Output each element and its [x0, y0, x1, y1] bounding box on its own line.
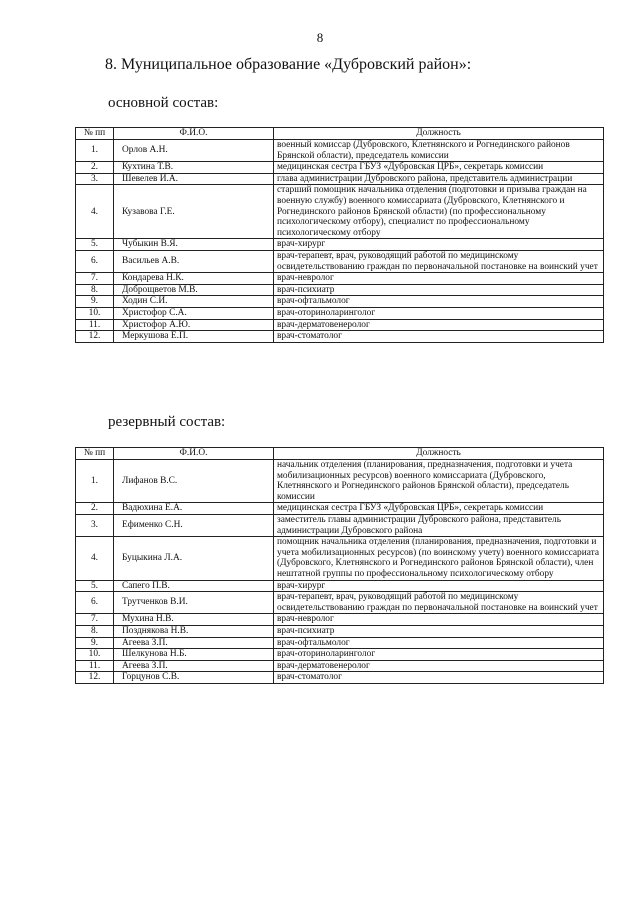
- table-row: [76, 580, 604, 592]
- main-composition-table: [75, 127, 604, 343]
- member-position: военный комиссар (Дубровского, Клетнянского и Рогнединского районов Брянской области), председатель комиссии: [274, 140, 604, 162]
- member-name: Кондарева Н.К.: [114, 273, 274, 285]
- member-name: Буцыкина Л.А.: [114, 537, 274, 580]
- member-name: Ефименко С.Н.: [114, 514, 274, 536]
- table-row: [76, 537, 604, 580]
- row-number: 12.: [76, 672, 114, 684]
- table-header-row: [76, 448, 604, 460]
- member-position: врач-стоматолог: [274, 672, 604, 684]
- member-name: Трутченков В.И.: [114, 592, 274, 614]
- row-number: 5.: [76, 239, 114, 251]
- member-name: Мухина Н.В.: [114, 614, 274, 626]
- row-number: 2.: [76, 503, 114, 515]
- row-number: 11.: [76, 660, 114, 672]
- member-name: Сапего П.В.: [114, 580, 274, 592]
- table-row: [76, 284, 604, 296]
- member-name: Кухтина Т.В.: [114, 162, 274, 174]
- table-row: [76, 614, 604, 626]
- table-row: [76, 649, 604, 661]
- header-position: Должность: [274, 448, 604, 460]
- table-row: [76, 625, 604, 637]
- header-number: № пп: [76, 128, 114, 140]
- member-name: Доброщветов М.В.: [114, 284, 274, 296]
- member-position: начальник отделения (планирования, предназначения, подготовки и учета мобилизационных ресурсов) военного комиссариата (Дубровского, Клетнянского и Рогнединского районов Брянской области), председатель комиссии: [274, 460, 604, 503]
- member-name: Вадюхина Е.А.: [114, 503, 274, 515]
- member-name: Шелкунова Н.Б.: [114, 649, 274, 661]
- member-position: врач-офтальмолог: [274, 296, 604, 308]
- row-number: 7.: [76, 614, 114, 626]
- table-row: [76, 637, 604, 649]
- table-row: [76, 239, 604, 251]
- row-number: 9.: [76, 296, 114, 308]
- table-row: [76, 185, 604, 239]
- row-number: 9.: [76, 637, 114, 649]
- main-composition-title: основной состав:: [108, 95, 219, 111]
- member-position: врач-офтальмолог: [274, 637, 604, 649]
- member-position: врач-хирург: [274, 580, 604, 592]
- member-position: врач-терапевт, врач, руководящий работой по медицинскому освидетельствованию граждан по первоначальной постановке на воинский учет: [274, 250, 604, 272]
- member-name: Кузавова Г.Е.: [114, 185, 274, 239]
- row-number: 8.: [76, 625, 114, 637]
- table-row: [76, 250, 604, 272]
- reserve-composition-title: резервный состав:: [108, 414, 226, 430]
- member-name: Васильев А.В.: [114, 250, 274, 272]
- member-position: врач-хирург: [274, 239, 604, 251]
- member-position: врач-оториноларинголог: [274, 649, 604, 661]
- table-row: [76, 162, 604, 174]
- member-name: Ходин С.И.: [114, 296, 274, 308]
- member-name: Меркушова Е.П.: [114, 331, 274, 343]
- member-position: глава администрации Дубровского района, представитель администрации: [274, 173, 604, 185]
- member-name: Агеева З.П.: [114, 660, 274, 672]
- table-row: [76, 173, 604, 185]
- table-row: [76, 592, 604, 614]
- table-row: [76, 503, 604, 515]
- member-position: старший помощник начальника отделения (подготовки и призыва граждан на военную службу) военного комиссариата (Дубровского, Клетнянского и Рогнединского районов Брянской области) (по профессиональному психологическому отбору), специалист по профессиональному психологическому отбору: [274, 185, 604, 239]
- member-position: заместитель главы администрации Дубровского района, представитель администрации Дубровского района: [274, 514, 604, 536]
- header-name: Ф.И.О.: [114, 448, 274, 460]
- member-position: врач-психиатр: [274, 625, 604, 637]
- member-position: врач-стоматолог: [274, 331, 604, 343]
- member-name: Лифанов В.С.: [114, 460, 274, 503]
- member-position: медицинская сестра ГБУЗ «Дубровская ЦРБ», секретарь комиссии: [274, 162, 604, 174]
- table-row: [76, 331, 604, 343]
- row-number: 10.: [76, 307, 114, 319]
- member-name: Христофор С.А.: [114, 307, 274, 319]
- row-number: 1.: [76, 460, 114, 503]
- section-title: 8. Муниципальное образование «Дубровский район»:: [105, 56, 472, 73]
- row-number: 4.: [76, 185, 114, 239]
- row-number: 6.: [76, 250, 114, 272]
- table-row: [76, 460, 604, 503]
- row-number: 8.: [76, 284, 114, 296]
- member-name: Шевелев И.А.: [114, 173, 274, 185]
- table-row: [76, 514, 604, 536]
- member-position: врач-дерматовенеролог: [274, 660, 604, 672]
- header-name: Ф.И.О.: [114, 128, 274, 140]
- table-row: [76, 672, 604, 684]
- member-name: Агеева З.П.: [114, 637, 274, 649]
- row-number: 3.: [76, 514, 114, 536]
- member-name: Орлов А.Н.: [114, 140, 274, 162]
- table-row: [76, 319, 604, 331]
- header-position: Должность: [274, 128, 604, 140]
- table-row: [76, 660, 604, 672]
- row-number: 4.: [76, 537, 114, 580]
- member-position: врач-невролог: [274, 614, 604, 626]
- main-table-body: [76, 140, 604, 343]
- table-header-row: [76, 128, 604, 140]
- row-number: 11.: [76, 319, 114, 331]
- member-name: Христофор А.Ю.: [114, 319, 274, 331]
- row-number: 12.: [76, 331, 114, 343]
- member-position: врач-дерматовенеролог: [274, 319, 604, 331]
- header-number: № пп: [76, 448, 114, 460]
- row-number: 1.: [76, 140, 114, 162]
- row-number: 7.: [76, 273, 114, 285]
- member-position: медицинская сестра ГБУЗ «Дубровская ЦРБ», секретарь комиссии: [274, 503, 604, 515]
- row-number: 10.: [76, 649, 114, 661]
- member-position: врач-невролог: [274, 273, 604, 285]
- reserve-table-body: [76, 460, 604, 684]
- member-name: Горцунов С.В.: [114, 672, 274, 684]
- table-row: [76, 140, 604, 162]
- page-number: 8: [316, 30, 324, 45]
- table-row: [76, 296, 604, 308]
- member-position: помощник начальника отделения (планирования, предназначения, подготовки и учета мобилизационных ресурсов) (по воинскому учету) военного комиссариата (Дубровского, Клетнянского и Рогнединского районов Брянской области), член нештатной группы по профессиональному психологическому отбору: [274, 537, 604, 580]
- row-number: 2.: [76, 162, 114, 174]
- row-number: 6.: [76, 592, 114, 614]
- member-position: врач-оториноларинголог: [274, 307, 604, 319]
- row-number: 3.: [76, 173, 114, 185]
- table-row: [76, 307, 604, 319]
- member-name: Чубыкин В.Я.: [114, 239, 274, 251]
- table-row: [76, 273, 604, 285]
- member-position: врач-психиатр: [274, 284, 604, 296]
- member-position: врач-терапевт, врач, руководящий работой по медицинскому освидетельствованию граждан по первоначальной постановке на воинский учет: [274, 592, 604, 614]
- reserve-composition-table: [75, 447, 604, 684]
- row-number: 5.: [76, 580, 114, 592]
- member-name: Позднякова Н.В.: [114, 625, 274, 637]
